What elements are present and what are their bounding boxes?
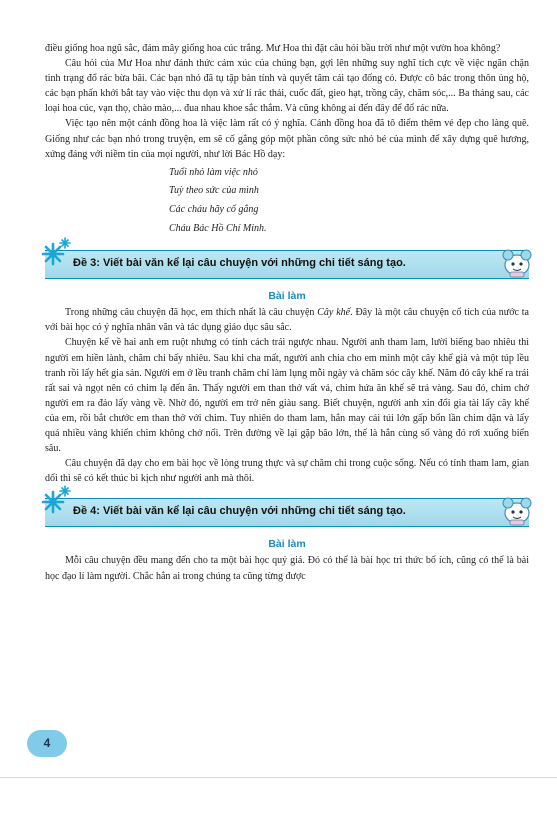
paragraph: Việc tạo nên một cánh đồng hoa là việc làm rất có ý nghĩa. Cánh đồng hoa đã tô điểm thêm vẻ đẹp cho làng quê. Giống như các bạn nhỏ trong truyện, em sẽ cố gắng góp một phần công sức nhỏ bé của mình để xây dựng quê hương, xứng đáng với niềm tin của mọi người, như lời Bác Hồ dạy:	[45, 118, 529, 160]
mascot-icon	[499, 493, 535, 527]
page-body	[45, 41, 529, 584]
poem	[169, 164, 529, 238]
exercise-title-band	[45, 498, 529, 527]
divider	[0, 777, 557, 778]
section-heading: Bài làm	[268, 538, 306, 551]
section-heading: Bài làm	[268, 290, 306, 303]
story-title: Cây khế	[317, 307, 351, 319]
paragraph-text: . Đây là một câu chuyện cổ tích của nước ta với bài học có ý nghĩa nhân văn và tác dụng giáo dục sâu sắc.	[45, 307, 529, 334]
page-number-badge: 4	[27, 730, 67, 757]
exercise-title: Đề 3: Viết bài văn kể lại câu chuyện với những chi tiết sáng tạo.	[73, 257, 406, 270]
poem-line: Tuỳ theo sức của mình	[169, 185, 259, 197]
paragraph: Câu hỏi của Mư Hoa như đánh thức cảm xúc của chúng bạn, gợi lên những suy nghĩ tích cực về việc ngăn chặn tình trạng đổ rác bừa bãi. Các bạn nhỏ đã tụ tập bàn tính và quyết tâm cải tạo đống cỏ. Được cô bác trong thôn ủng hộ, các bạn phấn khởi bắt tay vào việc thu dọn và xử lí rác thải, cuốc đất, gieo hạt, trồng cây, chăm sóc,... Ba tháng sau, các loại hoa cúc, vạn thọ, chào mào,... đua nhau khoe sắc thắm. Và cũng không ai đến đây để đổ rác nữa.	[45, 58, 529, 115]
exercise-title: Đề 4: Viết bài văn kể lại câu chuyện với những chi tiết sáng tạo.	[73, 505, 406, 518]
poem-line: Các cháu hãy cố gắng	[169, 203, 259, 215]
snowflake-flower-icon	[40, 235, 74, 269]
poem-line: Cháu Bác Hồ Chí Minh.	[169, 222, 267, 234]
paragraph: Mỗi câu chuyện đều mang đến cho ta một bài học quý giá. Đó có thể là bài học tri thức bổ ích, cũng có thể là bài học đạo lí làm người. Chắc hẳn ai trong chúng ta cũng từng được	[45, 555, 529, 582]
mascot-icon	[499, 245, 535, 279]
paragraph: điều giống hoa ngũ sắc, đám mây giống hoa cúc trắng. Mư Hoa thì đặt câu hỏi bầu trời như một vườn hoa không?	[45, 43, 501, 54]
exercise-title-band	[45, 250, 529, 279]
paragraph	[45, 305, 529, 335]
paragraph: Chuyện kể về hai anh em ruột nhưng có tính cách trái ngược nhau. Người anh tham lam, lười biếng bao nhiêu thì người em hiền lành, chăm chỉ bấy nhiêu. Sau khi cha mất, người anh chia cho em mình một cây khế già và một túp lều tranh rồi lấy hết gia sản. Người em ở lều tranh chăm chỉ làm lụng mỗi ngày và chăm sóc cây khế. Năm đó cây khế ra trái rất sai và ngọt nên có chim lạ đến ăn. Thấy người em than thở vất vả, chim hứa ăn khế sẽ trả vàng. Sau đó, chim chở người em ra đảo lấy vàng về. Nhờ đó, người em trở nên giàu sang. Biết chuyện, người anh xin đổi gia tài lấy cây khế của em, rồi bắt chước em than thở với chim. Tuy nhiên do tham lam, hắn may cái túi lớn gấp bốn lần chim dặn và lấy quá nhiều vàng khiến chim không chở nổi. Trên đường về lại gặp bão lớn, thế là hắn cùng số vàng đó rơi xuống biển sâu.	[45, 337, 529, 455]
snowflake-flower-icon	[40, 483, 74, 517]
paragraph: Câu chuyện đã dạy cho em bài học về lòng trung thực và sự chăm chỉ trong cuộc sống. Nếu có tính tham lam, gian dối thì sẽ có kết thúc bi kịch như người anh mà thôi.	[45, 458, 529, 485]
paragraph-text: Trong những câu chuyện đã học, em thích nhất là câu chuyện	[65, 307, 318, 319]
poem-line: Tuổi nhỏ làm việc nhỏ	[169, 166, 258, 178]
